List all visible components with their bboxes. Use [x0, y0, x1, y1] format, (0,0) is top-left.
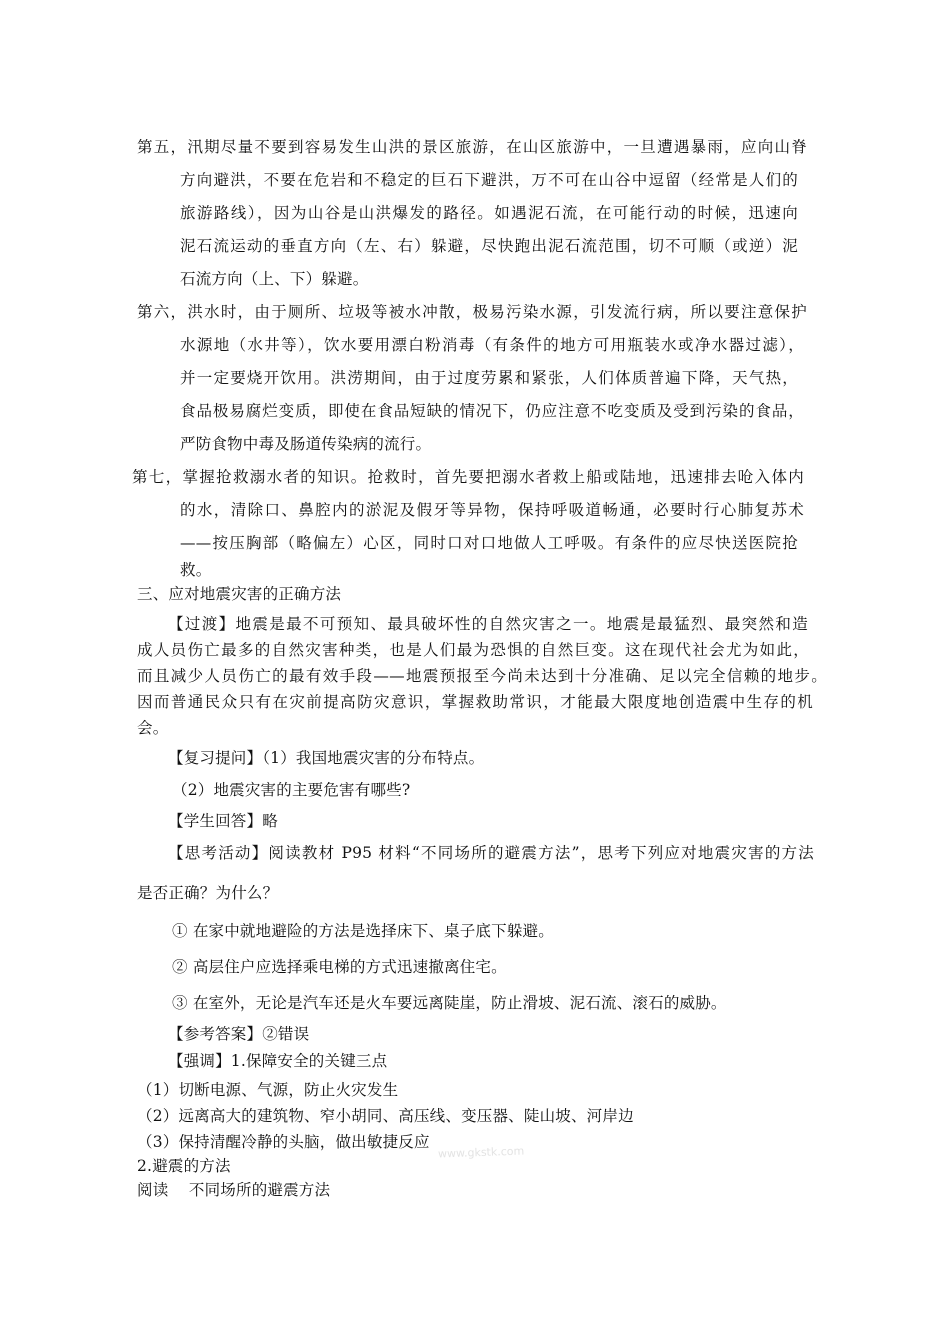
text-line: 而且减少人员伤亡的最有效手段——地震预报至今尚未达到十分准确、足以完全信赖的地步。	[137, 667, 827, 685]
text-line: 阅读 不同场所的避震方法	[137, 1181, 331, 1199]
list-item: （1）切断电源、气源，防止火灾发生	[137, 1081, 399, 1099]
text-line: 【思考活动】阅读教材 P95 材料“不同场所的避震方法”，思考下列应对地震灾害的方法	[168, 844, 814, 862]
list-item: ② 高层住户应选择乘电梯的方式迅速撤离住宅。	[172, 958, 507, 976]
text-line: 第六，洪水时，由于厕所、垃圾等被水冲散，极易污染水源，引发流行病，所以要注意保护	[137, 303, 807, 321]
text-line: 会。	[137, 719, 169, 737]
text-line: 方向避洪，不要在危岩和不稳定的巨石下避洪，万不可在山谷中逗留（经常是人们的	[180, 171, 798, 189]
text-line: 救。	[180, 561, 212, 579]
text-line: 【学生回答】略	[168, 812, 278, 830]
text-line: 【过渡】地震是最不可预知、最具破坏性的自然灾害之一。地震是最猛烈、最突然和造	[168, 615, 808, 633]
text-line: 的水，清除口、鼻腔内的淤泥及假牙等异物，保持呼吸道畅通，必要时行心肺复苏术	[180, 501, 804, 519]
text-line: ——按压胸部（略偏左）心区，同时口对口地做人工呼吸。有条件的应尽快送医院抢	[180, 534, 798, 552]
text-line: 【参考答案】②错误	[168, 1025, 310, 1043]
text-line: 旅游路线），因为山谷是山洪爆发的路径。如遇泥石流，在可能行动的时候，迅速向	[180, 204, 798, 222]
text-line: （2）地震灾害的主要危害有哪些?	[172, 781, 411, 799]
text-line: 第七，掌握抢救溺水者的知识。抢救时，首先要把溺水者救上船或陆地，迅速排去呛入体内	[132, 468, 804, 486]
watermark: www.gkstk.com	[437, 1144, 525, 1161]
list-item: ① 在家中就地避险的方法是选择床下、桌子底下躲避。	[172, 922, 554, 940]
text-line: 是否正确？为什么？	[137, 884, 279, 902]
text-line: 石流方向（上、下）躲避。	[180, 270, 369, 288]
section-heading: 2.避震的方法	[137, 1157, 231, 1175]
list-item: ③ 在室外，无论是汽车还是火车要远离陡崖，防止滑坡、泥石流、滚石的威胁。	[172, 994, 727, 1012]
list-item: （3）保持清醒冷静的头脑，做出敏捷反应	[137, 1133, 430, 1151]
text-line: 水源地（水井等），饮水要用漂白粉消毒（有条件的地方可用瓶装水或净水器过滤），	[180, 336, 804, 354]
text-line: 泥石流运动的垂直方向（左、右）躲避，尽快跑出泥石流范围，切不可顺（或逆）泥	[180, 237, 798, 255]
text-line: 食品极易腐烂变质，即使在食品短缺的情况下，仍应注意不吃变质及受到污染的食品，	[180, 402, 804, 420]
text-line: 【强调】1.保障安全的关键三点	[168, 1052, 388, 1070]
section-heading: 三、应对地震灾害的正确方法	[137, 585, 342, 603]
text-line: 严防食物中毒及肠道传染病的流行。	[180, 435, 432, 453]
list-item: （2）远离高大的建筑物、窄小胡同、高压线、变压器、陡山坡、河岸边	[137, 1107, 634, 1125]
text-line: 第五，汛期尽量不要到容易发生山洪的景区旅游，在山区旅游中，一旦遭遇暴雨，应向山脊	[137, 138, 807, 156]
text-line: 成人员伤亡最多的自然灾害种类，也是人们最为恐惧的自然巨变。这在现代社会尤为如此，	[137, 641, 809, 659]
text-line: 【复习提问】（1）我国地震灾害的分布特点。	[168, 749, 485, 767]
text-line: 并一定要烧开饮用。洪涝期间，由于过度劳累和紧张，人们体质普遍下降，天气热，	[180, 369, 798, 387]
text-line: 因而普通民众只有在灾前提高防灾意识，掌握救助常识，才能最大限度地创造震中生存的机	[137, 693, 813, 711]
